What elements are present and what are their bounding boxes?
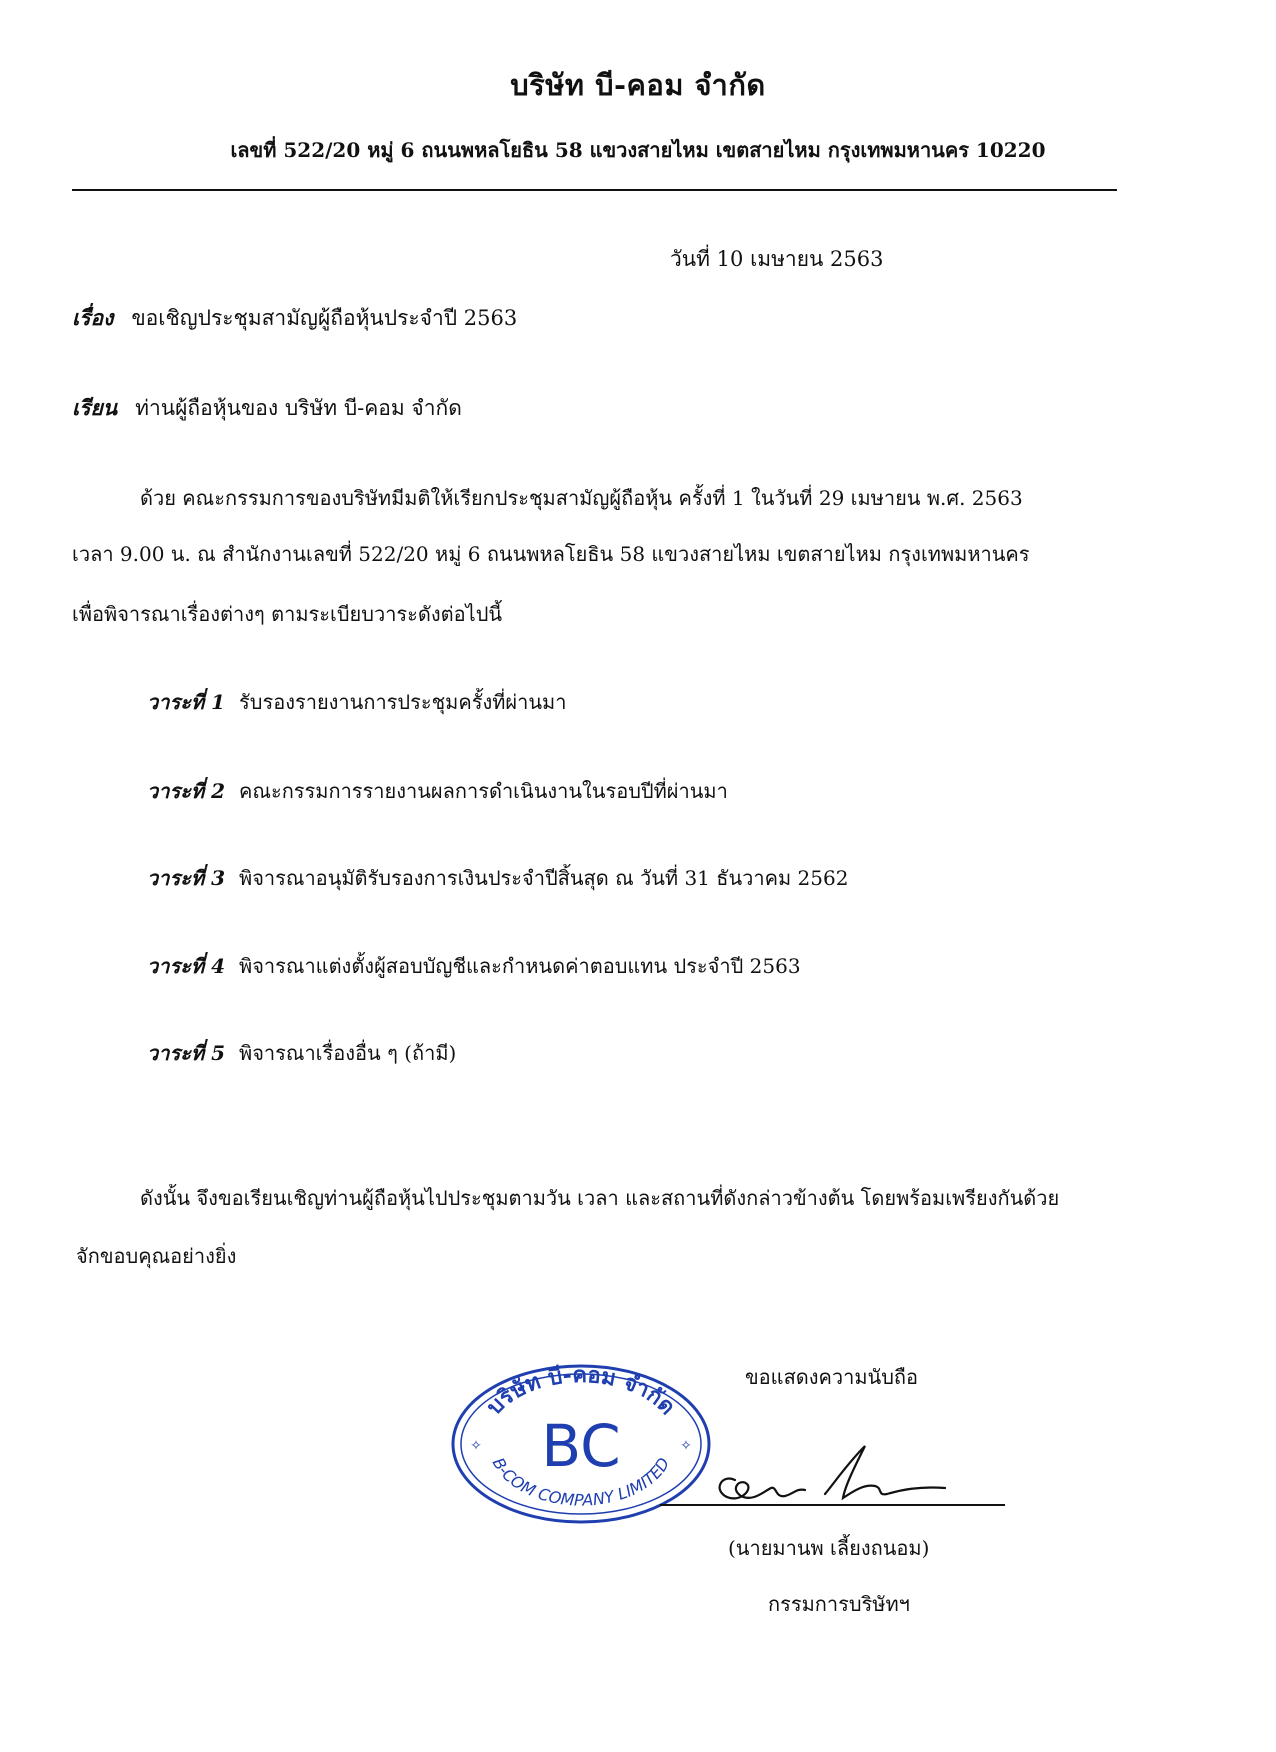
signature-stroke [720, 1479, 805, 1499]
agenda-number: วาระที่ 5 [147, 1041, 226, 1065]
body-paragraph-line: ด้วย คณะกรรมการของบริษัทมีมติให้เรียกประชุมสามัญผู้ถือหุ้น ครั้งที่ 1 ในวันที่ 29 เมษายน พ.ศ. 2563 [140, 486, 1023, 510]
star-icon: ✧ [680, 1438, 692, 1454]
agenda-text: พิจารณาแต่งตั้งผู้สอบบัญชีและกำหนดค่าตอบแทน ประจำปี 2563 [239, 954, 801, 978]
stamp-logo: BC [541, 1412, 621, 1480]
agenda-number: วาระที่ 3 [147, 866, 226, 890]
agenda-item [147, 862, 848, 894]
agenda-number: วาระที่ 1 [147, 690, 226, 714]
agenda-text: พิจารณาเรื่องอื่น ๆ (ถ้ามี) [239, 1041, 457, 1065]
agenda-item [147, 775, 728, 807]
signatory-title: กรรมการบริษัทฯ [768, 1592, 910, 1616]
letter-date: วันที่ 10 เมษายน 2563 [670, 247, 884, 271]
subject-label: เรื่อง [72, 305, 114, 330]
stamp-bottom-text: B-COM COMPANY LIMITED [488, 1454, 674, 1510]
signature-stroke [825, 1446, 945, 1498]
stamp-top-text: บริษัท บี-คอม จำกัด [482, 1362, 680, 1421]
subject-line [72, 302, 517, 335]
agenda-number: วาระที่ 4 [147, 954, 226, 978]
agenda-number: วาระที่ 2 [147, 779, 226, 803]
handwritten-signature [705, 1438, 965, 1508]
agenda-text: พิจารณาอนุมัติรับรองการเงินประจำปีสิ้นสุด ณ วันที่ 31 ธันวาคม 2562 [239, 866, 849, 890]
closing-paragraph-line: จักขอบคุณอย่างยิ่ง [76, 1244, 237, 1268]
agenda-item [147, 686, 566, 718]
star-icon: ✧ [470, 1438, 482, 1454]
signatory-name: (นายมานพ เลี้ยงถนอม) [728, 1536, 930, 1560]
body-paragraph-line: เวลา 9.00 น. ณ สำนักงานเลขที่ 522/20 หมู่ 6 ถนนพหลโยธิน 58 แขวงสายไหม เขตสายไหม กรุงเทพมหานคร [72, 542, 1030, 566]
agenda-text: รับรองรายงานการประชุมครั้งที่ผ่านมา [239, 690, 567, 714]
subject-text: ขอเชิญประชุมสามัญผู้ถือหุ้นประจำปี 2563 [131, 306, 518, 330]
company-address: เลขที่ 522/20 หมู่ 6 ถนนพหลโยธิน 58 แขวงสายไหม เขตสายไหม กรุงเทพมหานคร 10220 [230, 138, 1046, 162]
agenda-item [147, 1037, 456, 1069]
closing-paragraph-line: ดังนั้น จึงขอเรียนเชิญท่านผู้ถือหุ้นไปประชุมตามวัน เวลา และสถานที่ดังกล่าวข้างต้น โดยพร้อมเพรียงกันด้วย [140, 1186, 1060, 1210]
regards-text: ขอแสดงความนับถือ [745, 1365, 919, 1389]
body-paragraph-line: เพื่อพิจารณาเรื่องต่างๆ ตามระเบียบวาระดังต่อไปนี้ [72, 602, 503, 626]
recipient-line [72, 392, 462, 425]
header-divider [72, 189, 1117, 191]
agenda-item [147, 950, 801, 982]
recipient-text: ท่านผู้ถือหุ้นของ บริษัท บี-คอม จำกัด [135, 396, 462, 420]
recipient-label: เรียน [72, 395, 118, 420]
company-name: บริษัท บี-คอม จำกัด [510, 68, 766, 102]
signature-line [660, 1504, 1005, 1506]
agenda-text: คณะกรรมการรายงานผลการดำเนินงานในรอบปีที่ผ่านมา [239, 779, 728, 803]
